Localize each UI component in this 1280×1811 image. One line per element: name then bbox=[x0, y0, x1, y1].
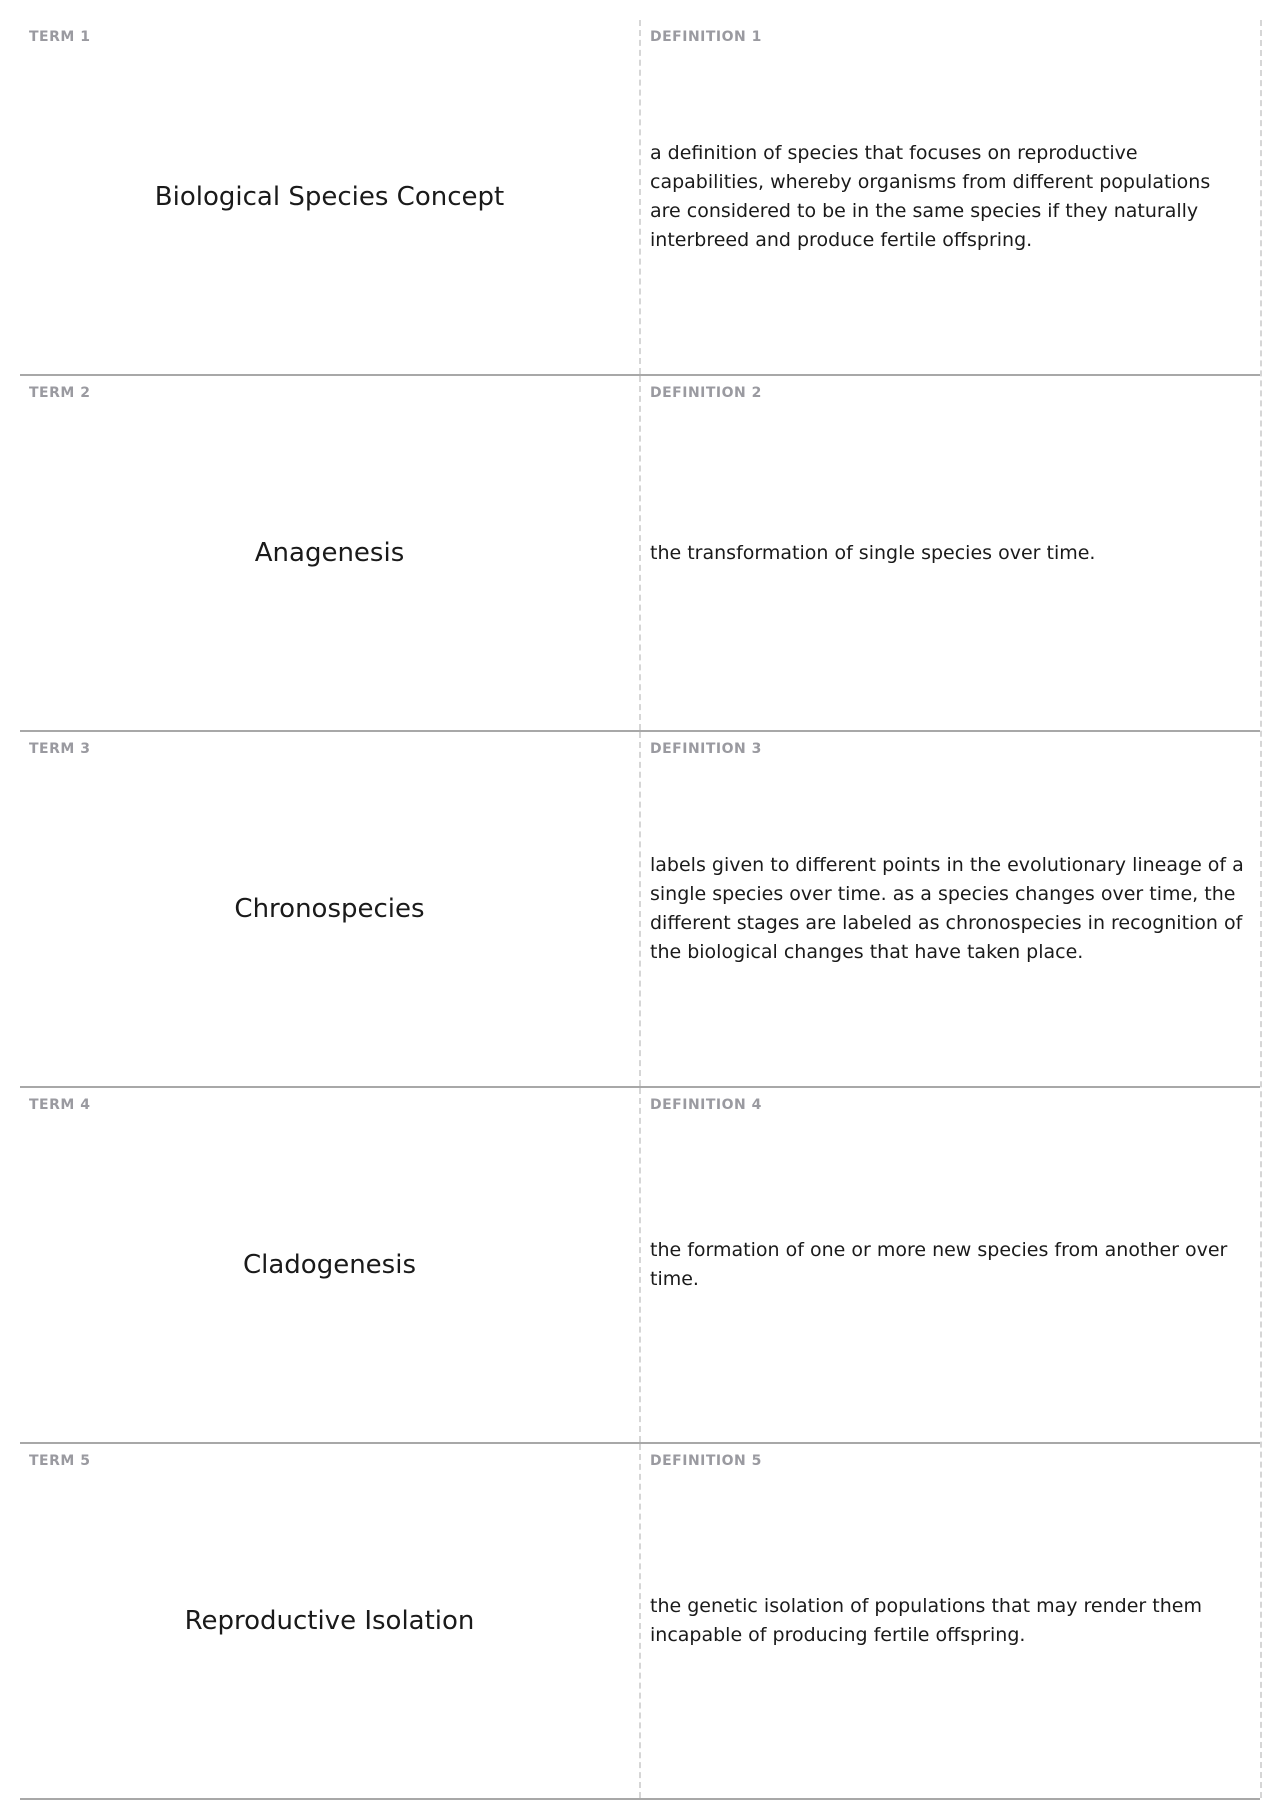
term-cell bbox=[20, 732, 641, 1086]
definition-label: DEFINITION 3 bbox=[650, 741, 762, 757]
definition-cell bbox=[641, 732, 1260, 1086]
term-cell bbox=[20, 376, 641, 730]
definition-text-content: the genetic isolation of populations that may render them incapable of producing fertile offspring. bbox=[650, 1595, 1202, 1646]
term-text: Chronospecies bbox=[234, 894, 425, 924]
term-label: TERM 3 bbox=[29, 741, 91, 757]
definition-cell bbox=[641, 376, 1260, 730]
definition-text-content: labels given to different points in the evolutionary lineage of a single species over time. as a species changes over time, the different stages are labeled as chronospecies in recognition of the biological changes that have taken place. bbox=[650, 854, 1244, 963]
flashcard-row bbox=[20, 20, 1260, 376]
term-label: TERM 1 bbox=[29, 29, 91, 45]
term-label: TERM 5 bbox=[29, 1453, 91, 1469]
term-cell bbox=[20, 20, 641, 374]
flashcard-row bbox=[20, 732, 1260, 1088]
flashcard-row bbox=[20, 376, 1260, 732]
flashcard-row bbox=[20, 1088, 1260, 1444]
term-text: Anagenesis bbox=[254, 538, 405, 568]
definition-label: DEFINITION 4 bbox=[650, 1097, 762, 1113]
definition-cell bbox=[641, 1444, 1260, 1798]
definition-text bbox=[650, 376, 1246, 730]
definition-text bbox=[650, 732, 1246, 1086]
term-text: Reproductive Isolation bbox=[184, 1606, 475, 1636]
definition-text-content: the transformation of single species over time. bbox=[650, 541, 1096, 564]
term-label: TERM 4 bbox=[29, 1097, 91, 1113]
term-cell bbox=[20, 1444, 641, 1798]
term-label: TERM 2 bbox=[29, 385, 91, 401]
flashcard-row bbox=[20, 1444, 1260, 1800]
flashcard-sheet bbox=[20, 20, 1262, 1798]
definition-label: DEFINITION 1 bbox=[650, 29, 762, 45]
definition-text bbox=[650, 20, 1246, 374]
term-text: Cladogenesis bbox=[242, 1250, 416, 1280]
term-text: Biological Species Concept bbox=[154, 182, 505, 212]
definition-cell bbox=[641, 1088, 1260, 1442]
definition-cell bbox=[641, 20, 1260, 374]
definition-label: DEFINITION 2 bbox=[650, 385, 762, 401]
definition-text bbox=[650, 1088, 1246, 1442]
term-cell bbox=[20, 1088, 641, 1442]
definition-text-content: the formation of one or more new species from another over time. bbox=[650, 1239, 1228, 1290]
definition-text-content: a definition of species that focuses on reproductive capabilities, whereby organisms from different populations are considered to be in the same species if they naturally interbreed and produce fertile offspring. bbox=[650, 142, 1211, 251]
definition-label: DEFINITION 5 bbox=[650, 1453, 762, 1469]
definition-text bbox=[650, 1444, 1246, 1798]
